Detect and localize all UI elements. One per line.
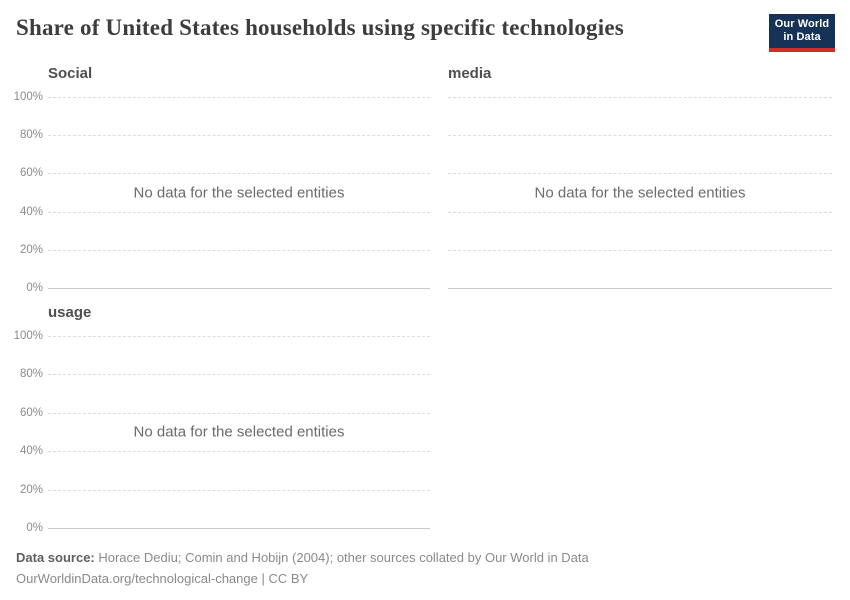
no-data-message: No data for the selected entities xyxy=(133,423,345,441)
facet-title-media: media xyxy=(448,65,492,82)
y-axis-tick-label: 20% xyxy=(19,243,43,256)
data-source-label: Data source: xyxy=(16,550,95,565)
facet-panel-usage xyxy=(13,304,430,534)
x-axis-line xyxy=(26,282,430,294)
y-axis-tick-label: 100% xyxy=(13,91,43,103)
y-axis-tick-label: 60% xyxy=(19,406,43,419)
gridline-60 xyxy=(19,406,430,419)
owid-logo[interactable] xyxy=(769,14,835,52)
y-axis-tick-label: 0% xyxy=(26,522,43,534)
no-data-message: No data for the selected entities xyxy=(534,184,746,201)
gridline-100 xyxy=(13,91,430,103)
owid-logo-line2: in Data xyxy=(783,31,821,43)
gridline-80 xyxy=(448,135,832,136)
no-data-message: No data for the selected entities xyxy=(133,184,345,201)
owid-logo-line1: Our World xyxy=(774,18,830,30)
x-axis-line xyxy=(26,522,430,534)
y-axis-tick-label: 80% xyxy=(19,368,43,381)
citation-line[interactable]: OurWorldinData.org/technological-change | CC BY xyxy=(16,571,309,586)
facet-panel-social xyxy=(13,65,430,294)
gridline-80 xyxy=(19,368,430,381)
gridline-100 xyxy=(13,330,430,342)
y-axis-tick-label: 0% xyxy=(26,282,43,294)
gridline-20 xyxy=(448,250,832,251)
facet-title-social: Social xyxy=(48,65,93,82)
gridline-40 xyxy=(19,205,430,218)
y-axis-tick-label: 20% xyxy=(19,483,43,496)
gridline-40 xyxy=(19,445,430,458)
y-axis-tick-label: 40% xyxy=(19,445,43,458)
gridline-80 xyxy=(19,129,430,142)
data-source-text: Horace Dediu; Comin and Hobijn (2004); other sources collated by Our World in Data xyxy=(94,550,589,565)
data-source-line xyxy=(16,547,589,568)
y-axis-tick-label: 100% xyxy=(13,330,43,342)
x-axis-line xyxy=(448,288,832,289)
facet-title-usage: usage xyxy=(48,304,92,321)
page-title: Share of United States households using specific technologies xyxy=(16,15,624,40)
gridline-20 xyxy=(19,243,430,256)
y-axis-tick-label: 80% xyxy=(19,129,43,142)
gridline-40 xyxy=(448,212,832,213)
facet-panel-media xyxy=(448,65,832,288)
gridline-100 xyxy=(448,97,832,98)
chart-footer xyxy=(16,547,589,589)
gridline-20 xyxy=(19,483,430,496)
gridline-60 xyxy=(19,167,430,180)
gridline-60 xyxy=(448,173,832,174)
y-axis-tick-label: 40% xyxy=(19,205,43,218)
y-axis-tick-label: 60% xyxy=(19,167,43,180)
